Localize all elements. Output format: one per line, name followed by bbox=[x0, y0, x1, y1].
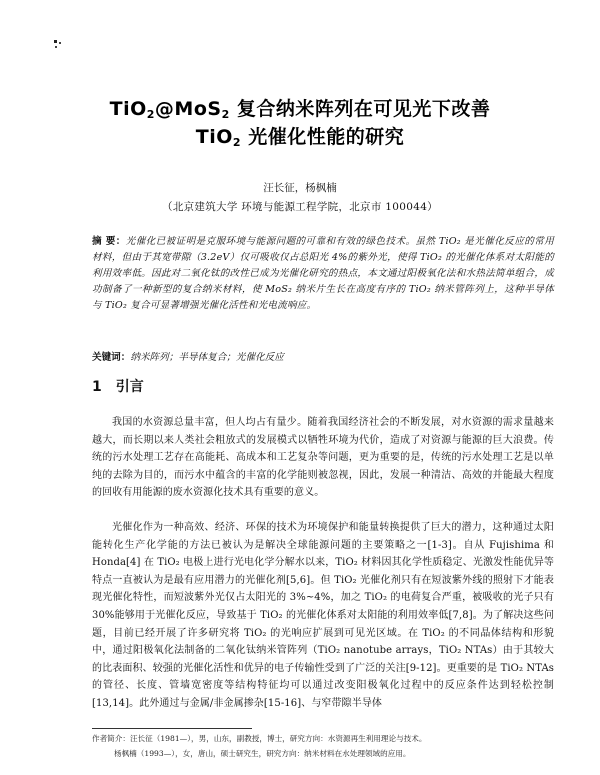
body-paragraph-2 bbox=[92, 519, 554, 713]
footnote-author-2: 杨枫楠（1993—），女，唐山，硕士研究生，研究方向：纳米材料在水处理领域的应用。 bbox=[114, 749, 411, 758]
authors: 汪长征，杨枫楠 bbox=[263, 182, 337, 194]
footnote-author-1: 作者简介：汪长征（1981—），男，山东，副教授，博士，研究方向：水资源再生利用理论与技术。 bbox=[92, 734, 427, 743]
abstract bbox=[92, 234, 554, 314]
section-title: 引言 bbox=[115, 379, 144, 395]
paper-title-line-2: TiO$_2$ 光催化性能的研究 bbox=[195, 126, 405, 149]
paragraph-text: 我国的水资源总量丰富，但人均占有量少。随着我国经济社会的不断发展，对水资源的需求量越来越大，而长期以来人类社会粗放式的发展模式以牺牲环境为代价，造成了对资源与能源的巨大浪费。传统的污水处理工艺存在高能耗、高成本和工艺复杂等问题，更为重要的是，传统的污水处理工艺是以单纯的去除为目的，而污水中蕴含的丰富的化学能则被忽视，因此，发展一种清洁、高效的并能最大程度的回收有用能源的废水资源化技术具有重要的意义。 bbox=[92, 417, 554, 499]
abstract-text: 光催化已被证明是克服环境与能源问题的可靠和有效的绿色技术。虽然 TiO₂ 是光催化反应的常用材料，但由于其宽带隙（3.2eV）仅可吸收仅占总阳光 4%的紫外光，使得 TiO₂ 的光催化体系对太阳能的利用效率低。因此对二氧化钛的改性已成为光催化研究的热点，本文通过阳极氧化法和水热法简单组合，成功制备了一种新型的复合纳米材料，使 MoS₂ 纳米片生长在高度有序的 TiO₂ 纳米管阵列上，这种半导体与 TiO₂ 复合可显著增强光催化活性和光电流响应。 bbox=[92, 236, 555, 311]
footnote-divider bbox=[92, 728, 252, 729]
section-heading bbox=[92, 376, 144, 398]
body-paragraph-1 bbox=[92, 414, 554, 502]
keywords-label: 关键词： bbox=[92, 352, 131, 363]
keywords-text: 纳米阵列；半导体复合；光催化反应 bbox=[130, 352, 284, 363]
keywords bbox=[92, 350, 554, 366]
abstract-label: 摘 要： bbox=[92, 236, 126, 247]
section-number: 1 bbox=[92, 379, 102, 395]
corner-mark-icon bbox=[52, 38, 70, 56]
paper-title-line-1: TiO$_2$@MoS$_2$ 复合纳米阵列在可见光下改善 bbox=[109, 98, 491, 121]
affiliation: （北京建筑大学 环境与能源工程学院，北京市 100044） bbox=[162, 201, 438, 213]
paragraph-text: 光催化作为一种高效、经济、环保的技术为环境保护和能量转换提供了巨大的潜力，这种通过太阳能转化生产化学能的方法已被认为是解决全球能源问题的主要策略之一[1-3]。自从 Fujishima 和 Honda[4] 在 TiO₂ 电极上进行光电化学分解水以来，TiO₂ 材料因其化学性质稳定、光激发性能优异等特点一直被认为是最有应用潜力的光催化剂[5,6]。但 TiO₂ 光催化剂只有在短波紫外线的照射下才能表现光催化特性，而短波紫外光仅占太阳光的 3%~4%，加之 TiO₂ 的电荷复合严重，被吸收的光子只有 30%能够用于光催化反应，导致基于 TiO₂ 的光催化体系对太阳能的利用效率低[7,8]。为了解决这些问题，目前已经开展了许多研究将 TiO₂ 的光响应扩展到可见光区域。在 TiO₂ 的不同晶体结构和形貌中，通过阳极氧化法制备的二氧化钛纳米管阵列（TiO₂ nanotube arrays，TiO₂ NTAs）由于其较大的比表面积、较强的光催化活性和优异的电子传输性受到了广泛的关注[9-12]。更重要的是 TiO₂ NTAs 的管径、长度、管墙宽密度等结构特征均可以通过改变阳极氧化过程中的反应条件达到轻松控制[13,14]。此外通过与金属/非金属掺杂[15-16]、与窄带隙半导体 bbox=[92, 522, 554, 709]
